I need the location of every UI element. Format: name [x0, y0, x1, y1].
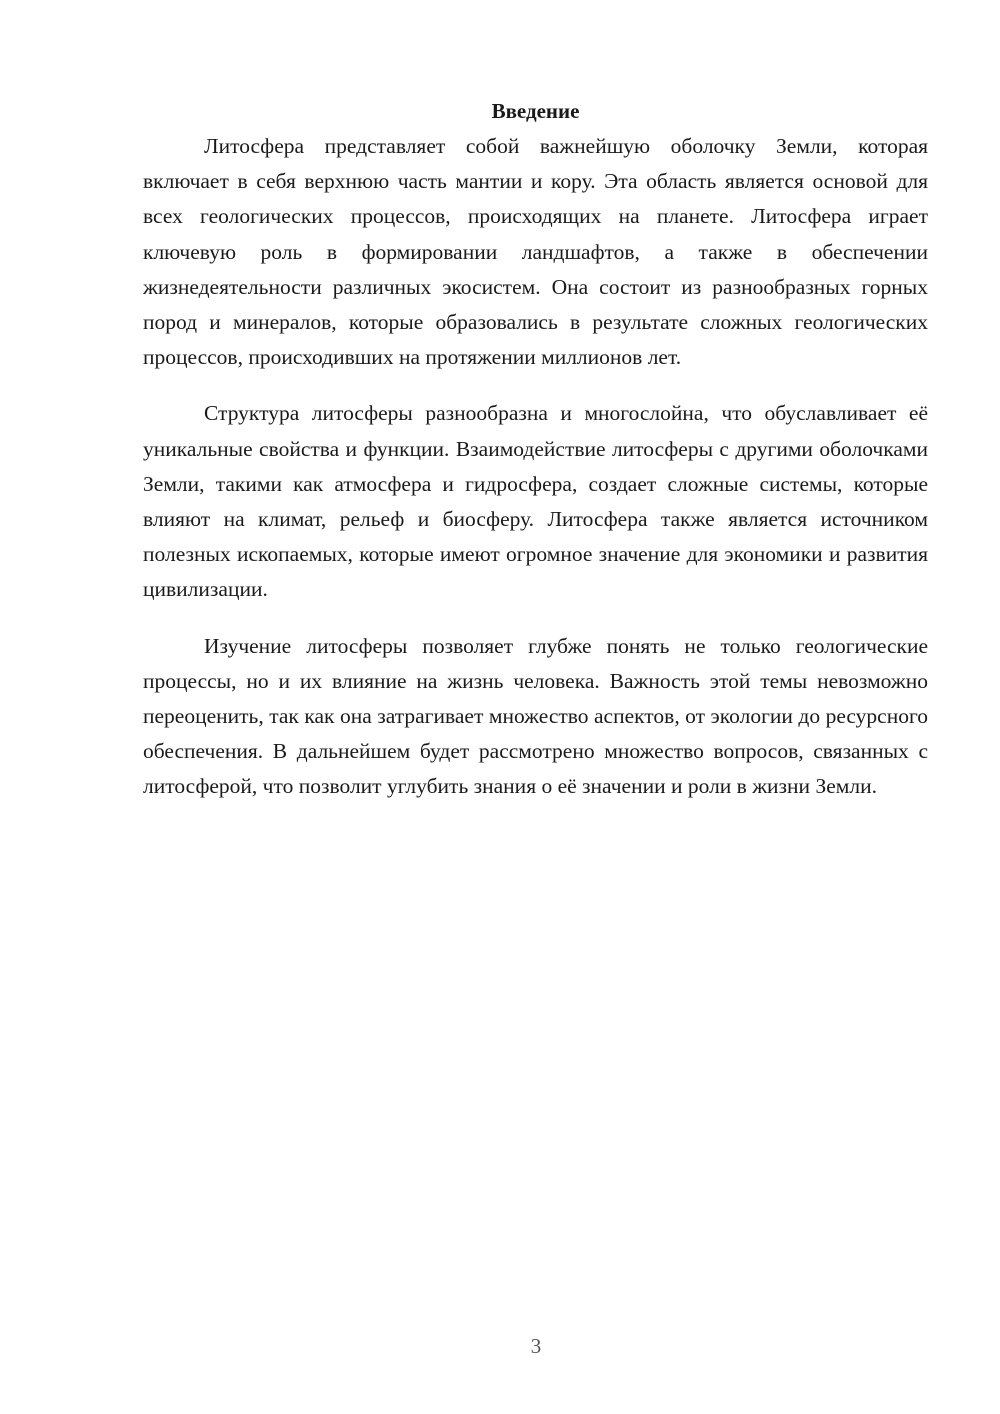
page-number: 3	[530, 1334, 542, 1358]
paragraph-1: Литосфера представляет собой важнейшую оболочку Земли, которая включает в себя верхнюю часть мантии и кору. Эта область является основой для всех геологических процессов, происходящих на планете. Литосфера играет ключевую роль в формировании ландшафтов, а также в обеспечении жизнедеятельности различных экосистем. Она состоит из разнообразных горных пород и минералов, которые образовались в результате сложных геологических процессов, происходивших на протяжении миллионов лет.	[143, 134, 928, 370]
section-heading: Введение	[491, 99, 580, 123]
paragraph-2: Структура литосферы разнообразна и многослойна, что обуславливает её уникальные свойства и функции. Взаимодействие литосферы с другими оболочками Земли, такими как атмосфера и гидросфера, создает сложные системы, которые влияют на климат, рельеф и биосферу. Литосфера также является источником полезных ископаемых, которые имеют огромное значение для экономики и развития цивилизации.	[143, 401, 928, 602]
page-content	[143, 96, 928, 826]
paragraph-3: Изучение литосферы позволяет глубже понять не только геологические процессы, но и их влияние на жизнь человека. Важность этой темы невозможно переоценить, так как она затрагивает множество аспектов, от экологии до ресурсного обеспечения. В дальнейшем будет рассмотрено множество вопросов, связанных с литосферой, что позволит углубить знания о её значении и роли в жизни Земли.	[143, 633, 928, 799]
